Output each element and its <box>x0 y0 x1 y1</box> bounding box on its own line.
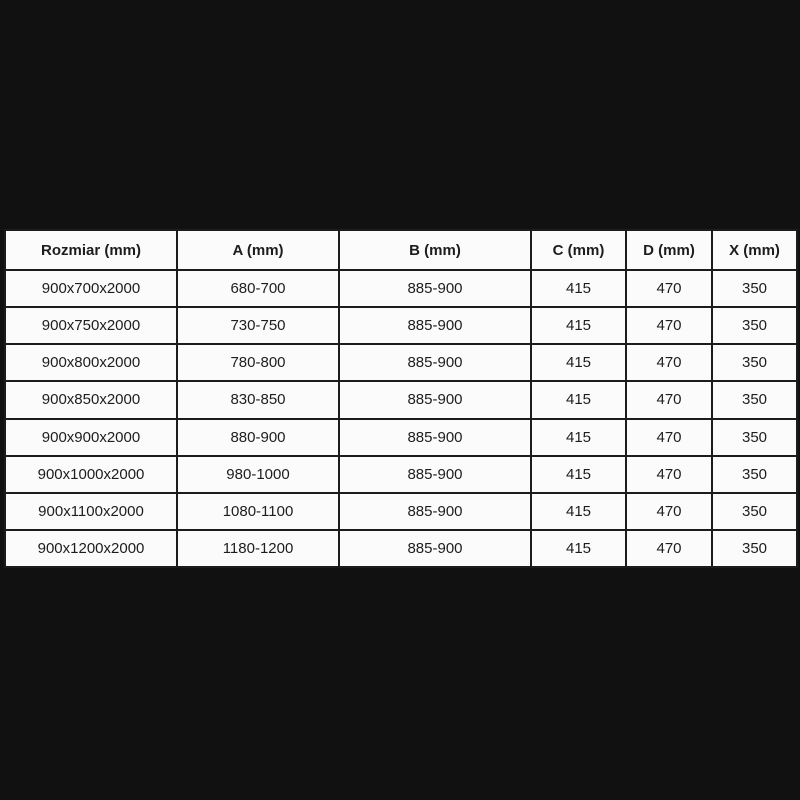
table-cell: 470 <box>626 270 712 307</box>
table-cell: 830-850 <box>177 381 339 418</box>
table-row <box>5 381 797 418</box>
table-row <box>5 456 797 493</box>
table-cell: 415 <box>531 344 626 381</box>
column-header: B (mm) <box>339 230 531 270</box>
column-header: Rozmiar (mm) <box>5 230 177 270</box>
table-cell: 415 <box>531 493 626 530</box>
table-cell: 470 <box>626 419 712 456</box>
table-cell: 780-800 <box>177 344 339 381</box>
table-cell: 350 <box>712 419 797 456</box>
table-cell: 900x750x2000 <box>5 307 177 344</box>
dimensions-table <box>4 229 798 568</box>
table-body <box>5 270 797 567</box>
table-header-row <box>5 230 797 270</box>
table-cell: 415 <box>531 307 626 344</box>
table-cell: 900x700x2000 <box>5 270 177 307</box>
table-cell: 350 <box>712 381 797 418</box>
table-cell: 350 <box>712 530 797 567</box>
table-head <box>5 230 797 270</box>
table-cell: 1180-1200 <box>177 530 339 567</box>
table-row <box>5 419 797 456</box>
table-cell: 470 <box>626 381 712 418</box>
table-cell: 415 <box>531 419 626 456</box>
table-cell: 350 <box>712 307 797 344</box>
table-cell: 350 <box>712 456 797 493</box>
table-cell: 350 <box>712 344 797 381</box>
table-cell: 470 <box>626 493 712 530</box>
table-cell: 885-900 <box>339 530 531 567</box>
table-cell: 880-900 <box>177 419 339 456</box>
table-cell: 415 <box>531 381 626 418</box>
table-cell: 900x800x2000 <box>5 344 177 381</box>
column-header: A (mm) <box>177 230 339 270</box>
table-cell: 885-900 <box>339 270 531 307</box>
table-cell: 885-900 <box>339 307 531 344</box>
table-cell: 900x1200x2000 <box>5 530 177 567</box>
table-cell: 885-900 <box>339 493 531 530</box>
table-cell: 470 <box>626 456 712 493</box>
table-cell: 730-750 <box>177 307 339 344</box>
column-header: C (mm) <box>531 230 626 270</box>
table-cell: 415 <box>531 270 626 307</box>
table-cell: 900x1000x2000 <box>5 456 177 493</box>
table-cell: 885-900 <box>339 344 531 381</box>
table-cell: 415 <box>531 530 626 567</box>
table-cell: 680-700 <box>177 270 339 307</box>
table-cell: 885-900 <box>339 419 531 456</box>
table-row <box>5 270 797 307</box>
column-header: X (mm) <box>712 230 797 270</box>
table-cell: 885-900 <box>339 381 531 418</box>
column-header: D (mm) <box>626 230 712 270</box>
table-cell: 1080-1100 <box>177 493 339 530</box>
table-cell: 350 <box>712 270 797 307</box>
table-cell: 415 <box>531 456 626 493</box>
table-row <box>5 530 797 567</box>
table-cell: 900x1100x2000 <box>5 493 177 530</box>
table-cell: 350 <box>712 493 797 530</box>
table-row <box>5 344 797 381</box>
table-cell: 900x850x2000 <box>5 381 177 418</box>
table-cell: 885-900 <box>339 456 531 493</box>
table-row <box>5 307 797 344</box>
table-cell: 470 <box>626 307 712 344</box>
table-cell: 980-1000 <box>177 456 339 493</box>
table-row <box>5 493 797 530</box>
table-cell: 470 <box>626 530 712 567</box>
table-cell: 900x900x2000 <box>5 419 177 456</box>
table-cell: 470 <box>626 344 712 381</box>
